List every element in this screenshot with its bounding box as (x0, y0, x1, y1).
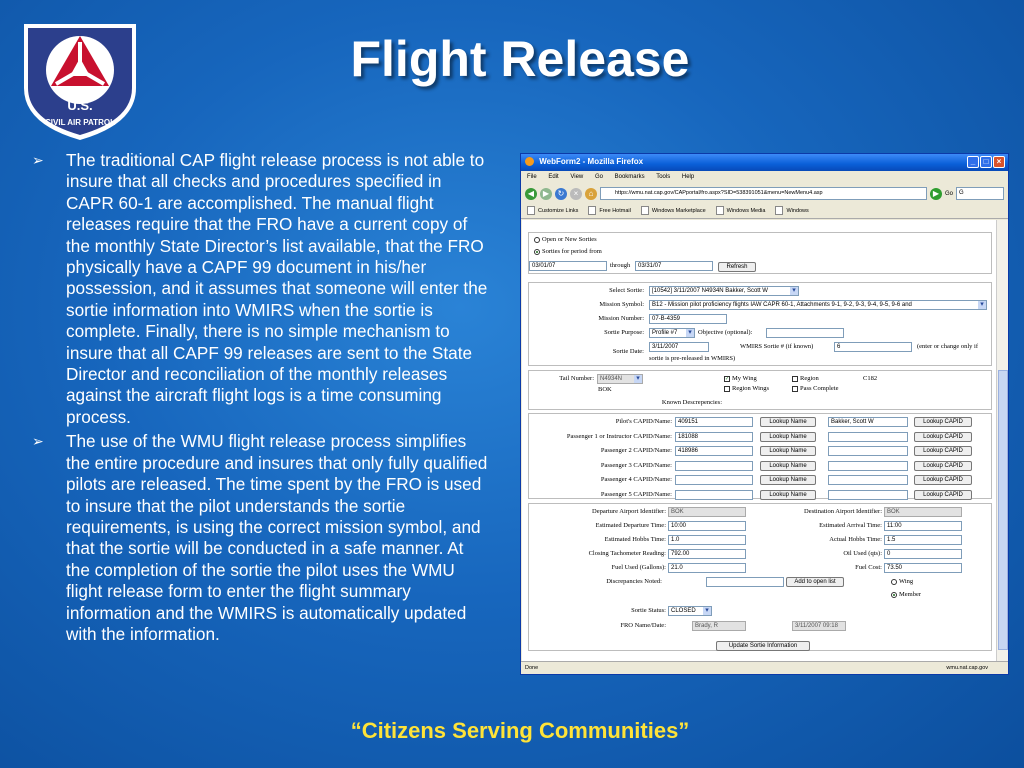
status-bar (521, 661, 1008, 674)
actual-hobbs-label: Actual Hobbs Time: (829, 536, 882, 543)
menu-bar (521, 171, 1008, 184)
lookup-capid-button[interactable]: Lookup CAPID (914, 475, 972, 485)
checkbox-icon (724, 386, 730, 392)
menu-tools[interactable]: Tools (656, 174, 671, 180)
date-to-input[interactable]: 03/31/07 (635, 261, 713, 271)
est-arrival-label: Estimated Arrival Time: (819, 522, 882, 529)
radio-icon (891, 579, 897, 585)
url-input[interactable]: https://wmu.nat.cap.gov/CAPportal/fro.aspx?SID=538391051&menu=NewMenu4.asp (600, 187, 927, 200)
bullet-text: The traditional CAP flight release process is not able to insure that all checks and procedures specified in CAPR 60-1 are accomplished. The manual flight releases require that the FRO have a current copy of the monthly State Director’s list available, that the FRO physically have a CAPF 99 document in his/her possession, and it assumes that someone will enter the sortie information into WMIRS when the sortie is complete. Finally, there is no simple mechanism to insure that all CAPF 99 releases are sent to the State Director and reconciliation of the monthly releases against the aircraft flight logs is a time consuming process. (66, 150, 488, 427)
lookup-capid-button[interactable]: Lookup CAPID (914, 490, 972, 500)
radio-selected-icon (534, 249, 540, 255)
sortie-purpose-dropdown[interactable]: Profile #7 ▾ (649, 328, 695, 338)
refresh-button[interactable]: Refresh (718, 262, 756, 272)
date-from-input[interactable]: 03/01/07 (529, 261, 607, 271)
slide-title: Flight Release (350, 31, 690, 87)
radio-period-sorties[interactable]: Sorties for period from (534, 248, 602, 255)
crew-label: Passenger 5 CAPID/Name: (600, 490, 672, 498)
svg-text:U.S.: U.S. (67, 98, 93, 113)
browser-window (520, 153, 1009, 675)
radio-member[interactable]: Member (891, 591, 921, 598)
search-input[interactable]: G (956, 187, 1004, 200)
close-icon[interactable]: × (993, 156, 1005, 168)
browser-titlebar (521, 154, 1008, 171)
status-domain: wmu.nat.cap.gov (946, 665, 988, 671)
tail-number-dropdown[interactable]: N4934N ▾ (597, 374, 643, 384)
fro-name-date-label: FRO Name/Date: (620, 622, 666, 629)
page-content (522, 220, 996, 662)
known-discrepancies-label: Known Descrepencies: (661, 399, 722, 406)
crew-capid-input[interactable]: 181088 (675, 432, 753, 442)
est-departure-label: Estimated Departure Time: (595, 522, 666, 529)
bookmark-windows-marketplace[interactable]: Windows Marketplace (641, 206, 706, 215)
checkbox-my-wing[interactable]: ✓ My Wing (725, 375, 757, 382)
crew-capid-input[interactable]: 409151 (675, 417, 753, 427)
home-icon[interactable]: ⌂ (585, 188, 597, 200)
crew-name-input[interactable]: Bakker, Scott W (828, 417, 908, 427)
oil-used-label: Oil Used (qts): (843, 550, 882, 557)
menu-edit[interactable]: Edit (548, 174, 559, 180)
navigation-toolbar (521, 184, 1008, 203)
mission-symbol-label: Mission Symbol: (599, 301, 644, 308)
destination-airport-label: Destination Airport Identifier: (804, 508, 882, 515)
sortie-purpose-label: Sortie Purpose: (604, 329, 644, 336)
through-label: through (610, 262, 631, 269)
select-sortie-dropdown[interactable]: [10542] 3/11/2007 N4934N Bakker, Scott W ▾ (649, 286, 799, 296)
sortie-status-dropdown[interactable]: CLOSED ▾ (668, 606, 712, 616)
arrow-bullet-icon: ➢ (32, 433, 44, 450)
bookmarks-toolbar (521, 203, 1008, 219)
firefox-icon (525, 157, 534, 166)
est-arrival-input[interactable]: 11:00 (884, 521, 962, 531)
departure-airport-input[interactable]: BOK (668, 507, 746, 517)
crew-name-input[interactable] (828, 432, 908, 442)
bookmark-windows-media[interactable]: Windows Media (716, 206, 766, 215)
minimize-icon[interactable]: _ (967, 156, 979, 168)
menu-view[interactable]: View (570, 174, 584, 180)
back-icon[interactable]: ◀ (525, 188, 537, 200)
go-button[interactable]: Go (944, 190, 953, 197)
radio-open-sorties[interactable]: Open or New Sorties (534, 236, 597, 243)
checkbox-pass-complete[interactable]: Pass Complete (792, 385, 838, 392)
fuel-cost-input[interactable]: 73.50 (884, 563, 962, 573)
crew-capid-input[interactable] (675, 461, 753, 471)
window-title: WebForm2 - Mozilla Firefox (539, 157, 644, 166)
fro-name-input[interactable]: Brady, R (692, 621, 746, 631)
radio-selected-icon (891, 592, 897, 598)
crew-label: Pilot's CAPID/Name: (615, 418, 672, 425)
tach-reading-input[interactable]: 792.00 (668, 549, 746, 559)
menu-help[interactable]: Help (681, 174, 695, 180)
tail-number-label: Tail Number: (559, 375, 594, 382)
aircraft-type: C182 (863, 375, 878, 382)
lookup-name-button[interactable]: Lookup Name (760, 432, 816, 442)
lookup-capid-button[interactable]: Lookup CAPID (914, 461, 972, 471)
civil-air-patrol-logo (14, 12, 146, 144)
scrollbar-thumb[interactable] (998, 370, 1008, 650)
tail-location: BOK (598, 386, 612, 393)
objective-input[interactable] (766, 328, 844, 338)
wmirs-sortie-input[interactable]: 6 (834, 342, 912, 352)
reload-icon[interactable]: ↻ (555, 188, 567, 200)
crew-name-input[interactable] (828, 461, 908, 471)
oil-used-input[interactable]: 0 (884, 549, 962, 559)
crew-name-input[interactable] (828, 490, 908, 500)
wmirs-note: (enter or change only if (917, 343, 979, 350)
checkbox-region-wings[interactable]: Region Wings (724, 385, 769, 392)
fuel-cost-label: Fuel Cost: (855, 564, 882, 571)
menu-bookmarks[interactable]: Bookmarks (614, 174, 645, 180)
status-text: Done (525, 665, 539, 671)
sortie-status-label: Sortie Status: (631, 607, 666, 614)
discrepancies-noted-input[interactable] (706, 577, 784, 587)
crew-capid-input[interactable] (675, 490, 753, 500)
crew-label: Passenger 4 CAPID/Name: (600, 476, 672, 483)
lookup-name-button[interactable]: Lookup Name (760, 461, 816, 471)
go-icon[interactable]: ▶ (930, 188, 942, 200)
svg-text:CIVIL AIR PATROL: CIVIL AIR PATROL (45, 118, 115, 127)
lookup-capid-button[interactable]: Lookup CAPID (914, 432, 972, 442)
update-sortie-button[interactable]: Update Sortie Information (716, 641, 810, 651)
actual-hobbs-input[interactable]: 1.5 (884, 535, 962, 545)
lookup-capid-button[interactable]: Lookup CAPID (914, 417, 972, 427)
fuel-used-input[interactable]: 21.0 (668, 563, 746, 573)
bookmark-customize-links[interactable]: Customize Links (527, 206, 578, 215)
mission-number-input[interactable]: 07-B-4359 (649, 314, 727, 324)
add-to-open-list-button[interactable]: Add to open list (786, 577, 844, 587)
est-departure-input[interactable]: 10:00 (668, 521, 746, 531)
checkbox-icon (792, 376, 798, 382)
fro-date-input[interactable]: 3/11/2007 09:18 (792, 621, 846, 631)
select-sortie-label: Select Sortie: (609, 287, 644, 294)
sortie-date-label: Sortie Date: (612, 348, 644, 355)
checkbox-region[interactable]: Region (792, 375, 819, 382)
bookmark-windows[interactable]: Windows (775, 206, 808, 215)
radio-wing[interactable]: Wing (891, 578, 913, 585)
crew-name-input[interactable] (828, 475, 908, 485)
lookup-name-button[interactable]: Lookup Name (760, 417, 816, 427)
est-hobbs-input[interactable]: 1.0 (668, 535, 746, 545)
crew-capid-input[interactable]: 418986 (675, 446, 753, 456)
departure-airport-label: Departure Airport Identifier: (592, 508, 666, 515)
crew-label: Passenger 2 CAPID/Name: (600, 447, 672, 454)
maximize-icon[interactable]: □ (980, 156, 992, 168)
mission-number-label: Mission Number: (598, 315, 644, 322)
bullet-item (30, 431, 492, 645)
slide-footer: “Citizens Serving Communities” (350, 718, 690, 743)
wmirs-sortie-label: WMIRS Sortie # (if known) (740, 343, 814, 350)
lookup-capid-button[interactable]: Lookup CAPID (914, 446, 972, 456)
stop-icon[interactable]: × (570, 188, 582, 200)
bullet-item (30, 150, 492, 428)
sortie-date-input[interactable]: 3/11/2007 (649, 342, 709, 352)
fuel-used-label: Fuel Used (Gallons): (611, 564, 666, 571)
forward-icon[interactable]: ▶ (540, 188, 552, 200)
destination-airport-input[interactable]: BOK (884, 507, 962, 517)
lookup-name-button[interactable]: Lookup Name (760, 490, 816, 500)
lookup-name-button[interactable]: Lookup Name (760, 446, 816, 456)
tach-reading-label: Closing Tachometer Reading: (588, 550, 666, 557)
lookup-name-button[interactable]: Lookup Name (760, 475, 816, 485)
checkbox-icon (792, 386, 798, 392)
crew-label: Passenger 3 CAPID/Name: (600, 461, 672, 469)
mission-symbol-dropdown[interactable]: B12 - Mission pilot proficiency flights IAW CAPR 60-1, Attachments 9-1, 9-2, 9-3, 9-4, 9-5, 9-6 and ▾ (649, 300, 987, 310)
wmirs-note-2: sortie is pre-released in WMIRS) (649, 355, 736, 362)
bookmark-free-hotmail[interactable]: Free Hotmail (588, 206, 630, 215)
crew-capid-input[interactable] (675, 475, 753, 485)
bullet-list (30, 150, 492, 648)
bullet-text: The use of the WMU flight release process simplifies the entire procedure and insures that only fully qualified pilots are released. The time spent by the FRO is used to insure that the pilot understands the sortie requirements, is using the correct mission symbol, and that the sortie will be conducted in a safe manner. At the completion of the sortie the pilot uses the WMU flight release form to enter the flight summary information and the WMIRS is automatically updated with the information. (66, 431, 488, 644)
objective-label: Objective (optional): (698, 329, 753, 336)
vertical-scrollbar[interactable] (996, 220, 1008, 662)
radio-icon (534, 237, 540, 243)
crew-label: Passenger 1 or Instructor CAPID/Name: (566, 432, 672, 440)
checkbox-checked-icon: ✓ (725, 376, 730, 382)
menu-file[interactable]: File (527, 174, 537, 180)
discrepancies-noted-label: Discrepancies Noted: (606, 578, 662, 585)
crew-name-input[interactable] (828, 446, 908, 456)
menu-go[interactable]: Go (594, 174, 603, 180)
arrow-bullet-icon: ➢ (32, 152, 44, 168)
est-hobbs-label: Estimated Hobbs Time: (604, 536, 666, 543)
